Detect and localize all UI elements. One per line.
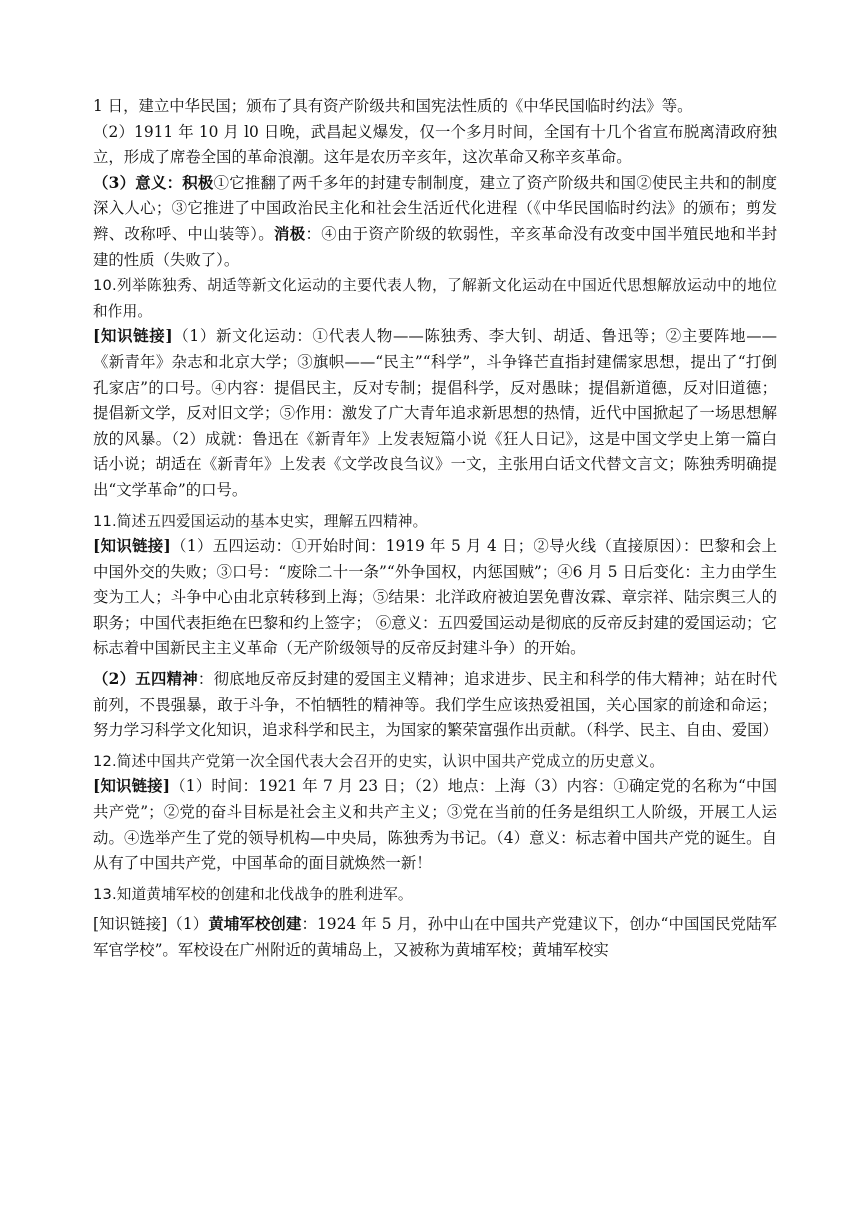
text-segment: 10.列举陈独秀、胡适等新文化运动的主要代表人物，了解新文化运动在中国近代思想解放运动中的地位和作用。 [93, 277, 777, 320]
bold-text-segment: [知识链接] [93, 537, 171, 556]
text-segment: [知识链接]（1） [93, 915, 209, 934]
section-heading [93, 273, 777, 324]
section-heading [93, 882, 777, 908]
bold-text-segment: [知识链接] [93, 777, 171, 796]
section-heading [93, 509, 777, 535]
body-paragraph [93, 324, 777, 503]
text-segment: 1 日，建立中华民国；颁布了具有资产阶级共和国宪法性质的《中华民国临时约法》等。 [93, 97, 693, 115]
bold-text-segment: （3）意义：积极 [93, 173, 214, 192]
section-heading [93, 749, 777, 775]
text-segment: 12.简述中国共产党第一次全国代表大会召开的史实，认识中国共产党成立的历史意义。 [93, 752, 665, 770]
bold-text-segment: （2）五四精神 [93, 670, 198, 689]
text-segment: ：④由于资产阶级的软弱性，辛亥革命没有改变中国半殖民地和半封建的性质（失败了）。 [93, 224, 777, 269]
body-paragraph [93, 171, 777, 273]
bold-text-segment: 消极 [274, 224, 306, 243]
text-segment: ①它推翻了两千多年的封建专制制度，建立了资产阶级共和国②使民主共和的制度深入人心；③它推进了中国政治民主化和社会生活近代化进程（《中华民国临时约法》的颁布；剪发辫、改称呼、中山装等）。 [93, 173, 777, 243]
bold-text-segment: [知识链接] [93, 327, 173, 346]
text-segment: （1）五四运动：①开始时间：1919 年 5 月 4 日；②导火线（直接原因）：巴黎和会上中国外交的失败；③口号：“废除二十一条”“外争国权，内惩国贼”；④6 月 5 日后变化：主力由学生变为工人；斗争中心由北京转移到上海；⑤结果：北洋政府被迫罢免曹汝霖、章宗祥、陆宗舆三人的职务；中国代表拒绝在巴黎和约上签字； ⑥意义：五四爱国运动是彻底的反帝反封建的爱国运动；它标志着中国新民主主义革命（无产阶级领导的反帝反封建斗争）的开始。 [93, 537, 777, 658]
body-paragraph [93, 912, 777, 963]
text-segment: 11.简述五四爱国运动的基本史实，理解五四精神。 [93, 512, 428, 530]
text-segment: （1）时间：1921 年 7 月 23 日；（2）地点：上海（3）内容：①确定党的名称为“中国共产党”；②党的奋斗目标是社会主义和共产主义；③党在当前的任务是组织工人阶级，开展工人运动。④选举产生了党的领导机构—中央局，陈独秀为书记。（4）意义：标志着中国共产党的诞生。自从有了中国共产党，中国革命的面目就焕然一新！ [93, 777, 777, 873]
text-segment: ：彻底地反帝反封建的爱国主义精神；追求进步、民主和科学的伟大精神；站在时代前列，不畏强暴，敢于斗争，不怕牺牲的精神等。我们学生应该热爱祖国，关心国家的前途和命运；努力学习科学文化知识，追求科学和民主，为国家的繁荣富强作出贡献。（科学、民主、自由、爱国） [93, 670, 778, 740]
document-page [93, 94, 777, 964]
body-paragraph [93, 534, 777, 662]
body-paragraph [93, 667, 777, 744]
body-paragraph [93, 120, 777, 171]
body-paragraph [93, 774, 777, 876]
body-paragraph [93, 94, 777, 120]
bold-text-segment: 黄埔军校创建 [208, 915, 302, 934]
text-segment: （2）1911 年 10 月 l0 日晚，武昌起义爆发，仅一个多月时间，全国有十几个省宣布脱离清政府独立，形成了席卷全国的革命浪潮。这年是农历辛亥年，这次革命又称辛亥革命。 [93, 122, 777, 167]
text-segment: ：1924 年 5 月，孙中山在中国共产党建议下，创办“中国国民党陆军军官学校”。军校设在广州附近的黄埔岛上，又被称为黄埔军校；黄埔军校实 [93, 915, 777, 959]
text-segment: 13.知道黄埔军校的创建和北伐战争的胜利进军。 [93, 885, 413, 903]
text-segment: （1）新文化运动：①代表人物——陈独秀、李大钊、胡适、鲁迅等；②主要阵地——《新青年》杂志和北京大学；③旗帜——“民主”“科学”，斗争锋芒直指封建儒家思想，提出了“打倒孔家店”的口号。④内容：提倡民主，反对专制；提倡科学，反对愚昧；提倡新道德，反对旧道德；提倡新文学，反对旧文学；⑤作用：激发了广大青年追求新思想的热情，近代中国掀起了一场思想解放的风暴。（2）成就：鲁迅在《新青年》上发表短篇小说《狂人日记》，这是中国文学史上第一篇白话小说；胡适在《新青年》上发表《文学改良刍议》一文，主张用白话文代替文言文；陈独秀明确提出“文学革命”的口号。 [93, 327, 777, 499]
